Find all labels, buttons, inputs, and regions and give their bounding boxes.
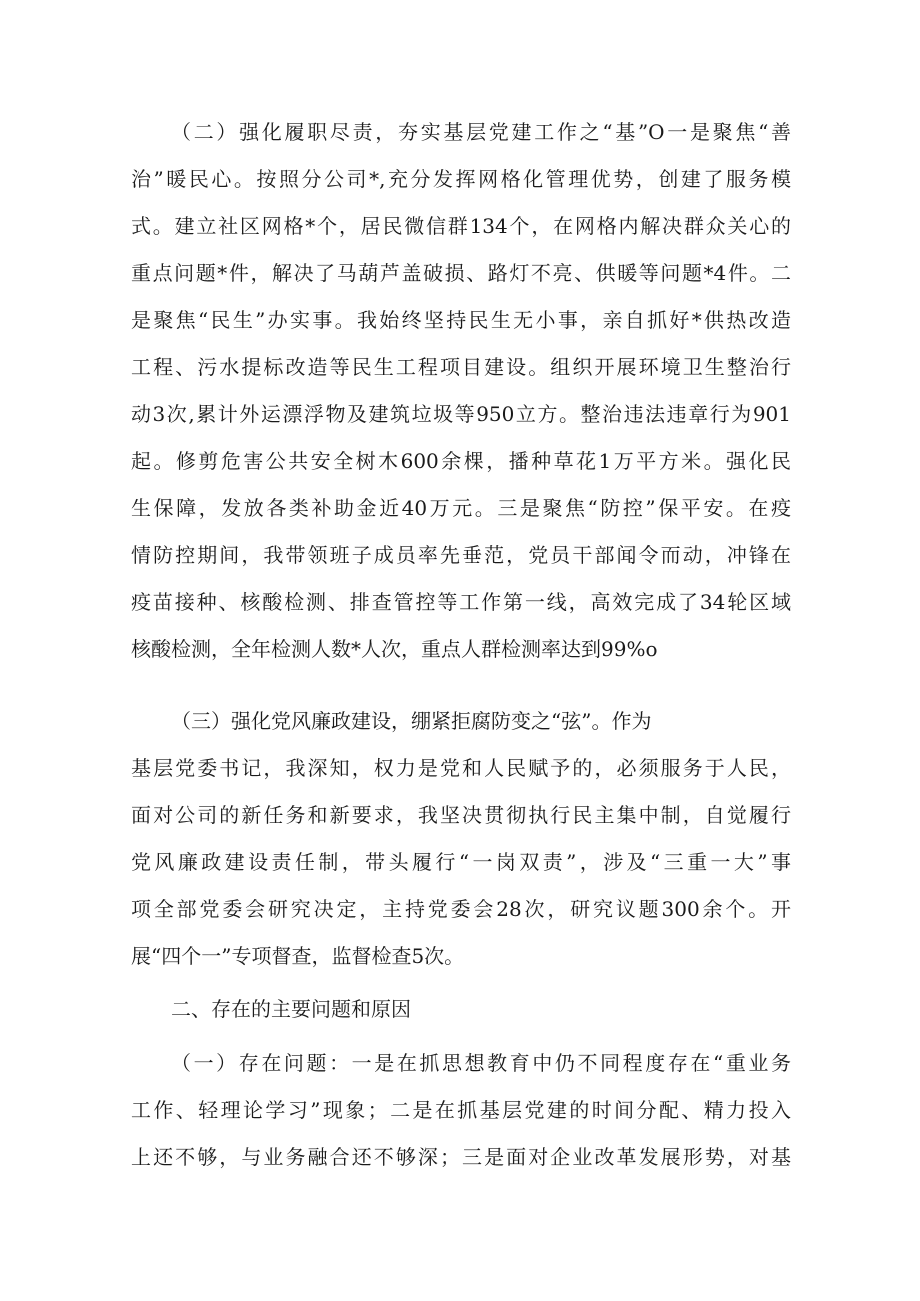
text-line: 党风廉政建设责任制，带头履行“一岗双责”，涉及“三重一大”事	[131, 850, 791, 874]
text-line: 动3次,累计外运漂浮物及建筑垃圾等950立方。整治违法违章行为901	[131, 402, 791, 426]
text-line: 基层党委书记，我深知，权力是党和人民赋予的，必须服务于人民，	[131, 756, 791, 780]
text-line: 情防控期间，我带领班子成员率先垂范，党员干部闻令而动，冲锋在	[131, 543, 791, 567]
text-line: 重点问题*件，解决了马葫芦盖破损、路灯不亮、供暖等问题*4件。二	[131, 261, 791, 285]
text-line: 面对公司的新任务和新要求，我坚决贯彻执行民主集中制，自觉履行	[131, 803, 791, 827]
text-line: 疫苗接种、核酸检测、排查管控等工作第一线，高效完成了34轮区域	[131, 590, 791, 614]
text-line: 核酸检测，全年检测人数*人次，重点人群检测率达到99%o	[131, 637, 658, 661]
text-line: 生保障，发放各类补助金近40万元。三是聚焦“防控”保平安。在疫	[131, 496, 791, 520]
text-line: （一）存在问题：一是在抓思想教育中仍不同程度存在“重业务	[171, 1051, 791, 1075]
text-line: 工作、轻理论学习”现象；二是在抓基层党建的时间分配、精力投入	[131, 1098, 791, 1122]
text-line: （三）强化党风廉政建设，绷紧拒腐防变之“弦”。作为	[171, 709, 652, 733]
text-line: 工程、污水提标改造等民生工程项目建设。组织开展环境卫生整治行	[131, 355, 791, 379]
text-line: 上还不够，与业务融合还不够深；三是面对企业改革发展形势，对基	[131, 1145, 791, 1169]
text-line: 展“四个一”专项督查，监督检查5次。	[131, 944, 465, 968]
text-line: 二、存在的主要问题和原因	[171, 997, 411, 1021]
text-line: （二）强化履职尽责，夯实基层党建工作之“基”O一是聚焦“善	[171, 120, 791, 144]
text-line: 项全部党委会研究决定，主持党委会28次，研究议题300余个。开	[131, 897, 791, 921]
text-line: 式。建立社区网格*个，居民微信群134个，在网格内解决群众关心的	[131, 214, 791, 238]
text-line: 起。修剪危害公共安全树木600余棵，播种草花1万平方米。强化民	[131, 449, 791, 473]
text-line: 治”暖民心。按照分公司*,充分发挥网格化管理优势，创建了服务模	[131, 167, 791, 191]
text-line: 是聚焦“民生”办实事。我始终坚持民生无小事，亲自抓好*供热改造	[131, 308, 791, 332]
